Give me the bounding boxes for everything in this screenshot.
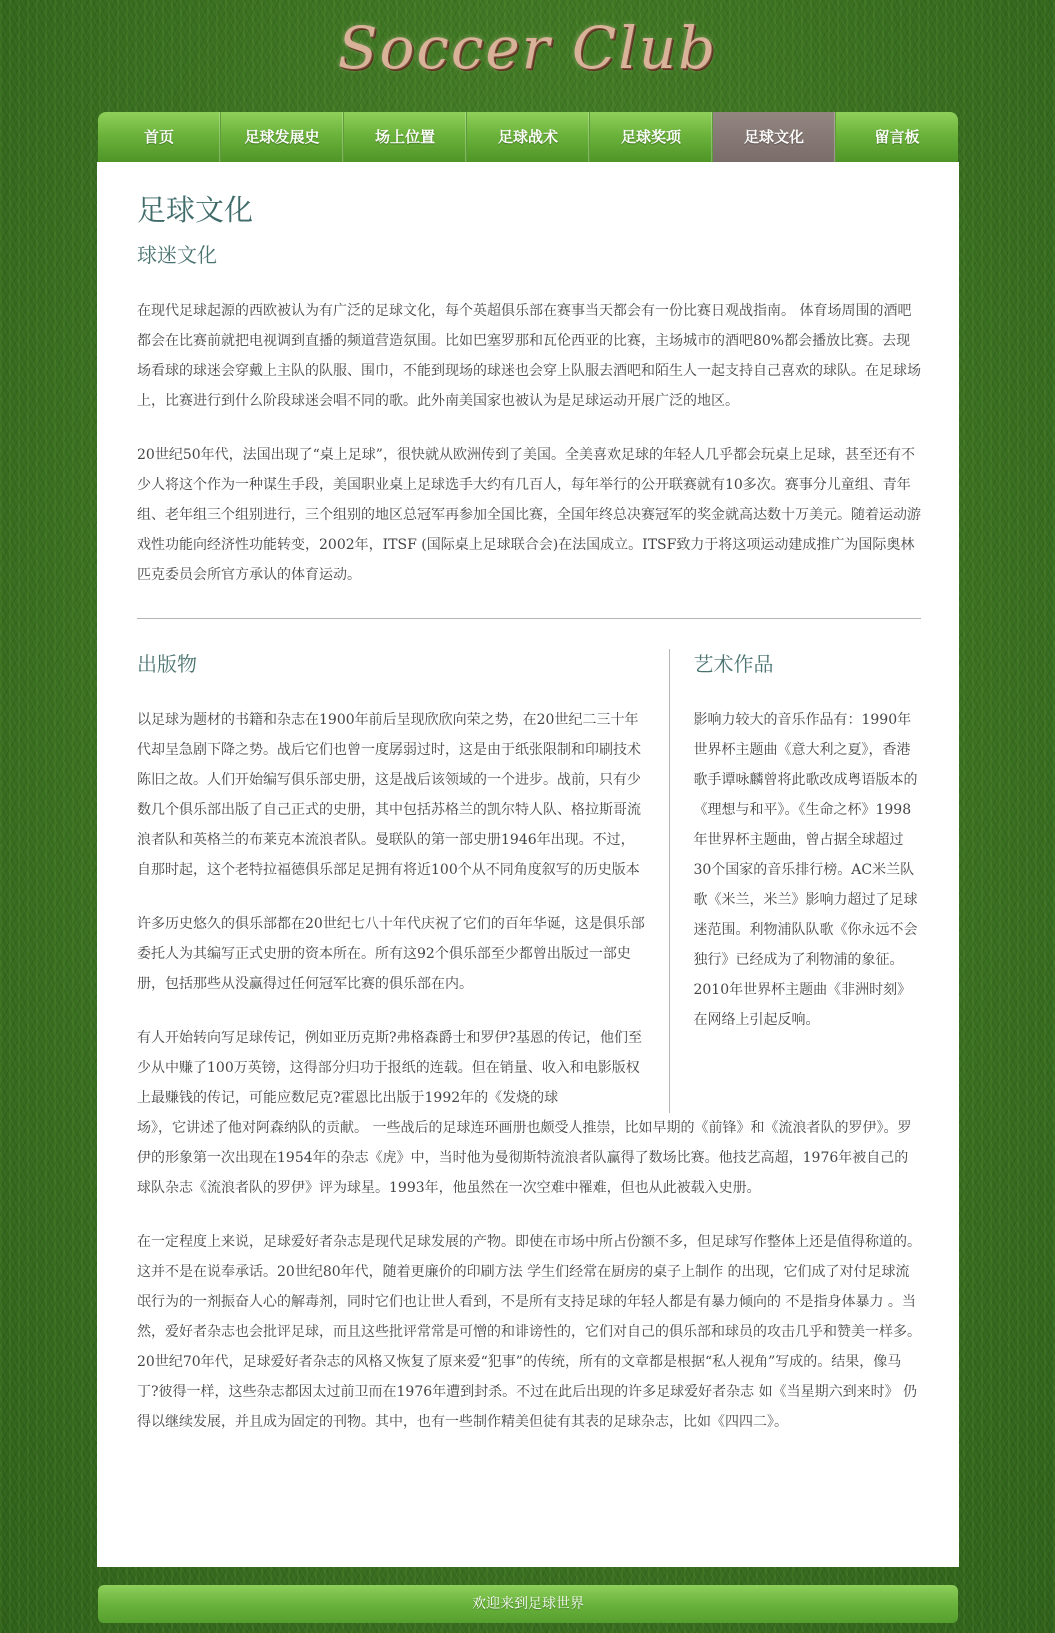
nav-item-guestbook[interactable]: 留言板 <box>874 128 920 146</box>
page-title: 足球文化 <box>137 193 254 227</box>
nav-item-culture[interactable]: 足球文化 <box>713 112 836 162</box>
fan-culture-heading: 球迷文化 <box>137 243 217 267</box>
art-column <box>669 649 921 1113</box>
publications-paragraph-1: 以足球为题材的书籍和杂志在1900年前后呈现欣欣向荣之势，在20世纪二三十年代却呈急剧下降之势。战后它们也曾一度孱弱过时，这是由于纸张限制和印刷技术陈旧之故。人们开始编写俱乐部史册，这是战后该领域的一个进步。战前，只有少数几个俱乐部出版了自己正式的史册，其中包括苏格兰的凯尔特人队、格拉斯哥流浪者队和英格兰的布莱克本流浪者队。曼联队的第一部史册1946年出现。不过，自那时起，这个老特拉福德俱乐部足足拥有将近100个从不同角度叙写的历史版本 <box>137 712 641 878</box>
art-paragraph: 影响力较大的音乐作品有：1990年世界杯主题曲《意大利之夏》，香港歌手谭咏麟曾将此歌改成粤语版本的《理想与和平》。《生命之杯》1998年世界杯主题曲，曾占据全球超过30个国家的音乐排行榜。AC米兰队歌《米兰，米兰》影响力超过了足球迷范围。利物浦队队歌《你永远不会独行》已经成为了利物浦的象征。2010年世界杯主题曲《非洲时刻》在网络上引起反响。 <box>693 712 918 1028</box>
art-heading: 艺术作品 <box>693 652 774 676</box>
publications-column <box>137 649 646 1113</box>
footer-bar: 欢迎来到足球世界 <box>98 1585 958 1623</box>
site-logo: Soccer Club <box>337 14 718 82</box>
nav-item-home[interactable]: 首页 <box>98 112 221 162</box>
main-nav <box>98 112 958 162</box>
nav-item-positions[interactable]: 场上位置 <box>344 112 467 162</box>
publications-paragraph-3: 有人开始转向写足球传记，例如亚历克斯?弗格森爵士和罗伊?基恩的传记，他们至少从中赚了100万英镑，这得部分归功于报纸的连载。但在销量、收入和电影版权上最赚钱的传记，可能应数尼克?霍恩比出版于1992年的《发烧的球 <box>137 1030 643 1106</box>
nav-item-tactics[interactable]: 足球战术 <box>467 112 590 162</box>
content-panel <box>97 162 959 1567</box>
nav-item-history[interactable]: 足球发展史 <box>221 112 344 162</box>
publications-paragraph-2: 许多历史悠久的俱乐部都在20世纪七八十年代庆祝了它们的百年华诞，这是俱乐部委托人为其编写正式史册的资本所在。所有这92个俱乐部至少都曾出版过一部史册，包括那些从没赢得过任何冠军比赛的俱乐部在内。 <box>137 916 645 992</box>
fan-culture-paragraph-1: 在现代足球起源的西欧被认为有广泛的足球文化，每个英超俱乐部在赛事当天都会有一份比赛日观战指南。 体育场周围的酒吧都会在比赛前就把电视调到直播的频道营造氛围。比如巴塞罗那和瓦伦西亚的比赛，主场城市的酒吧80%都会播放比赛。去现场看球的球迷会穿戴上主队的队服、围巾，不能到现场的球迷也会穿上队服去酒吧和陌生人一起支持自己喜欢的球队。在足球场上，比赛进行到什么阶段球迷会唱不同的歌。此外南美国家也被认为是足球运动开展广泛的地区。 <box>137 303 921 409</box>
publications-paragraph-3-continued: 场》，它讲述了他对阿森纳队的贡献。 一些战后的足球连环画册也颇受人推崇，比如早期的《前锋》和《流浪者队的罗伊》。罗伊的形象第一次出现在1954年的杂志《虎》中，当时他为曼彻斯特流浪者队赢得了数场比赛。他技艺高超，1976年被自己的球队杂志《流浪者队的罗伊》评为球星。1993年，他虽然在一次空难中罹难，但也从此被载入史册。 <box>137 1120 912 1196</box>
two-column-section <box>137 649 921 1113</box>
publications-paragraph-4: 在一定程度上来说，足球爱好者杂志是现代足球发展的产物。即使在市场中所占份额不多，但足球写作整体上还是值得称道的。这并不是在说奉承话。20世纪80年代，随着更廉价的印刷方法 学生们经常在厨房的桌子上制作 的出现，它们成了对付足球流氓行为的一剂振奋人心的解毒剂，同时它们也让世人看到，不是所有支持足球的年轻人都是有暴力倾向的 不是指身体暴力 。当然，爱好者杂志也会批评足球，而且这些批评常常是可憎的和诽谤性的，它们对自己的俱乐部和球员的攻击几乎和赞美一样多。20世纪70年代，足球爱好者杂志的风格又恢复了原来爱“犯事”的传统，所有的文章都是根据“私人视角”写成的。结果，像马丁?彼得一样，这些杂志都因太过前卫而在1976年遭到封杀。不过在此后出现的许多足球爱好者杂志 如《当星期六到来时》 仍得以继续发展，并且成为固定的刊物。其中，也有一些制作精美但徒有其表的足球杂志，比如《四四二》。 <box>137 1234 921 1430</box>
publications-heading: 出版物 <box>137 652 197 676</box>
nav-item-awards[interactable]: 足球奖项 <box>590 112 713 162</box>
fan-culture-paragraph-2: 20世纪50年代，法国出现了“桌上足球”，很快就从欧洲传到了美国。全美喜欢足球的年轻人几乎都会玩桌上足球，甚至还有不少人将这个作为一种谋生手段，美国职业桌上足球选手大约有几百人，每年举行的公开联赛就有10多次。赛事分儿童组、青年组、老年组三个组别进行，三个组别的地区总冠军再参加全国比赛，全国年终总决赛冠军的奖金就高达数十万美元。随着运动游戏性功能向经济性功能转变，2002年，ITSF (国际桌上足球联合会)在法国成立。ITSF致力于将这项运动建成推广为国际奥林匹克委员会所官方承认的体育运动。 <box>137 447 921 583</box>
section-divider <box>137 618 921 619</box>
